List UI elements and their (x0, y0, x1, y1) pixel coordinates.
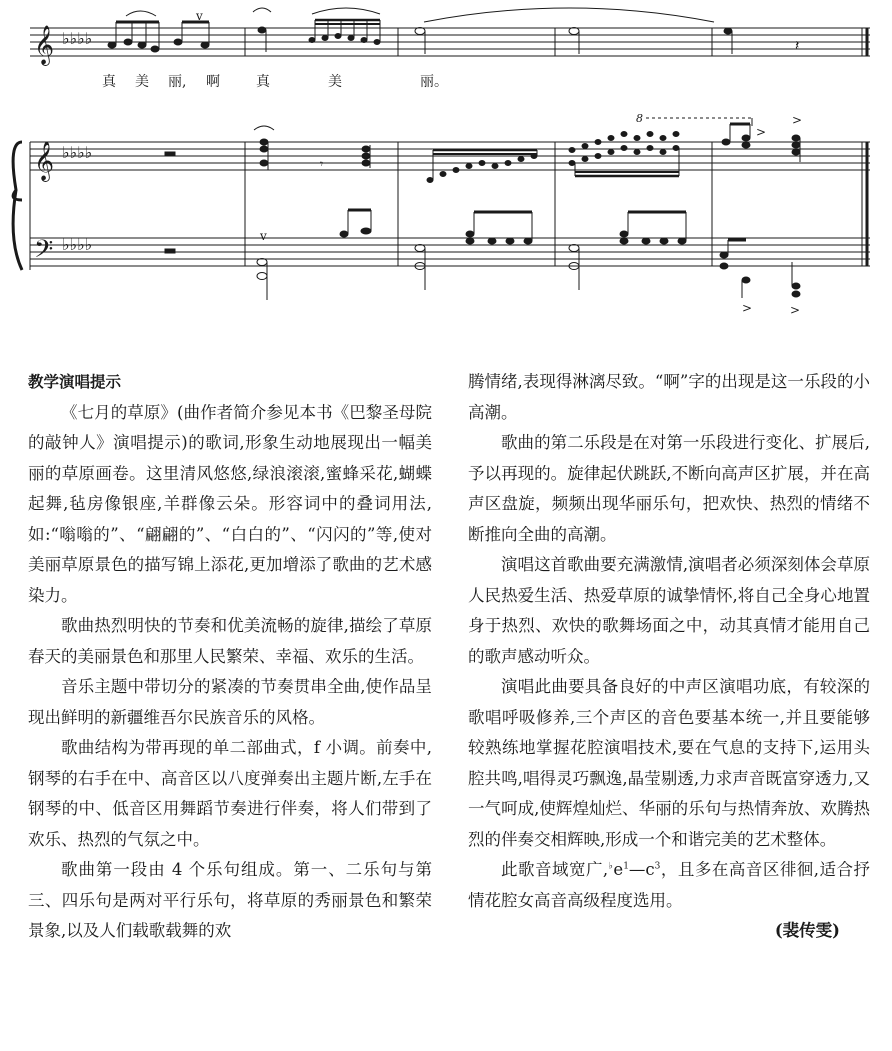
flat-signs-icon: ♭♭♭♭ (62, 143, 93, 162)
author-signature: (裴传雯) (774, 921, 840, 940)
range-note-low: e (613, 860, 624, 879)
svg-text:美: 美 (328, 74, 342, 90)
svg-text:8: 8 (636, 112, 643, 125)
section-heading: 教学演唱提示 (28, 373, 122, 391)
paragraph: 腾情绪,表现得淋漓尽致。“啊”字的出现是这一乐段的小高潮。 (468, 372, 870, 422)
paragraph: 《七月的草原》(曲作者简介参见本书《巴黎圣母院的敲钟人》演唱提示)的歌词,形象生动地展现出一幅美丽的草原画卷。这里清风悠悠,绿浪滚滚,蜜蜂采花,蝴蝶起舞,毡房像银座,羊群像云朵。形容词中的叠词用法,如:“嗡嗡的”、“翩翩的”、“白白的”、“闪闪的”等,使对美丽草原景色的描写锦上添花,更加增添了歌曲的艺术感染力。 (28, 402, 432, 605)
svg-text:美: 美 (135, 74, 149, 90)
paragraph: 歌曲热烈明快的节奏和优美流畅的旋律,描绘了草原春天的美丽景色和那里人民繁荣、幸福、欢乐的生活。 (28, 616, 432, 666)
svg-text:啊: 啊 (206, 74, 220, 90)
vocal-notes (34, 8, 799, 66)
paragraph: 歌曲第一段由 4 个乐句组成。第一、二乐句与第三、四乐句是两对平行乐句，将草原的秀丽景色和繁荣景象,以及人们载歌载舞的欢 (28, 860, 432, 940)
range-paragraph (468, 855, 870, 916)
flat-sign-icon: ♭ (608, 861, 614, 872)
range-text-after: ，且多在高音区徘徊,适合抒情花腔女高音高级程度选用。 (468, 860, 871, 910)
piano-notes (34, 112, 802, 317)
vocal-run-notes (309, 8, 380, 45)
range-octave-low: 1 (623, 861, 629, 872)
lyrics-line (102, 73, 448, 90)
paragraph: 音乐主题中带切分的紧凑的节奏贯串全曲,使作品呈现出鲜明的新疆维吾尔民族音乐的风格。 (28, 677, 432, 727)
svg-text:真: 真 (256, 74, 270, 90)
range-note-high: —c (628, 860, 655, 879)
rest-icon: 𝄽 (795, 38, 800, 54)
range-octave-high: 3 (654, 861, 661, 872)
svg-text:>: > (792, 113, 803, 127)
piano-chords-m3 (569, 132, 679, 177)
svg-text:>: > (756, 125, 767, 139)
svg-text:真: 真 (102, 74, 116, 90)
piano-run (427, 150, 537, 183)
svg-text:v: v (196, 9, 203, 23)
piano-system (13, 142, 870, 270)
bass-clef-icon: 𝄢 (34, 235, 54, 270)
range-text-before: 此歌音域宽广, (501, 860, 609, 879)
svg-text:𝄾: 𝄾 (320, 157, 324, 171)
svg-text:>: > (790, 303, 801, 317)
article-column-left (28, 367, 432, 947)
paragraph: 演唱此曲要具备良好的中声区演唱功底，有较深的歌唱呼吸修养,三个声区的音色要基本统一,并且要能够较熟练地掌握花腔演唱技术,要在气息的支持下,运用头腔共鸣,唱得灵巧飘逸,晶莹剔透,力求声音既富穿透力,又一气呵成,使辉煌灿烂、华丽的乐句与热情奔放、欢腾热烈的伴奏交相辉映,形成一个和谐完美的艺术整体。 (468, 677, 870, 849)
svg-text:丽。: 丽。 (420, 74, 448, 90)
treble-clef-icon: 𝄞 (34, 141, 55, 181)
paragraph: 演唱这首歌曲要充满激情,演唱者必须深刻体会草原人民热爱生活、热爱草原的诚挚情怀,将自己全身心地置身于热烈、欢快的歌舞场面之中，动其真情才能用自己的歌声感动听众。 (468, 555, 870, 666)
treble-clef-icon: 𝄞 (34, 25, 55, 65)
svg-text:>: > (742, 301, 753, 315)
svg-text:丽,: 丽, (168, 74, 187, 90)
article-column-right (468, 367, 870, 947)
flat-signs-icon: ♭♭♭♭ (62, 29, 93, 48)
paragraph: 歌曲结构为带再现的单二部曲式，f 小调。前奏中,钢琴的右手在中、高音区以八度弹奏出主题片断,左手在钢琴的中、低音区用舞蹈节奏进行伴奏，将人们带到了欢乐、热烈的气氛之中。 (28, 738, 432, 849)
flat-signs-icon: ♭♭♭♭ (62, 235, 93, 254)
paragraph: 歌曲的第二乐段是在对第一乐段进行变化、扩展后,予以再现的。旋律起伏跳跃,不断向高声区扩展，并在高声区盘旋，频频出现华丽乐句，把欢快、热烈的情绪不断推向全曲的高潮。 (468, 433, 870, 544)
music-score (0, 0, 892, 320)
svg-text:v: v (260, 229, 267, 243)
